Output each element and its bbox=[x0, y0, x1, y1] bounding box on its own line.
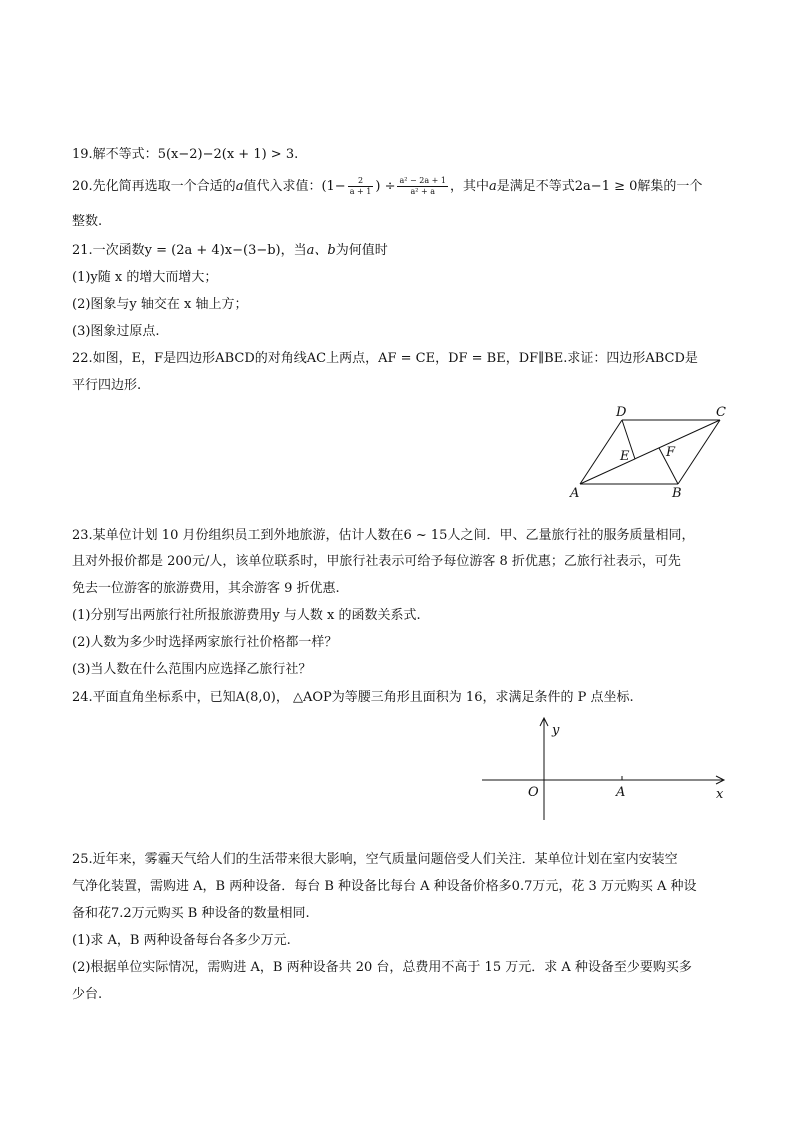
label-d: D bbox=[616, 405, 627, 420]
q21-sub-3: (3)图象过原点. bbox=[72, 324, 160, 339]
figure-22-parallelogram bbox=[560, 400, 740, 502]
question-21 bbox=[72, 241, 388, 261]
question-19 bbox=[72, 145, 298, 165]
q25-sub-1: (1)求 A，B 两种设备每台各多少万元. bbox=[72, 933, 291, 948]
label-a: A bbox=[570, 486, 580, 501]
q23-line-3: 免去一位游客的旅游费用，其余游客 9 折优惠. bbox=[72, 581, 340, 596]
q20-frac1-numerator: 2 bbox=[348, 176, 374, 187]
q20-expr-mid: ) ÷ bbox=[375, 179, 396, 194]
q25-line-3: 备和花7.2万元购买 B 种设备的数量相同. bbox=[72, 906, 310, 921]
q25-line-1: 25.近年来，雾霾天气给人们的生活带来很大影响，空气质量问题倍受人们关注．某单位计划在室内安装空 bbox=[72, 852, 678, 867]
q25-sub-2-cont: 少台. bbox=[72, 987, 103, 1002]
label-point-a: A bbox=[616, 785, 626, 800]
q21-sub-2: (2)图象与y 轴交在 x 轴上方； bbox=[72, 297, 248, 312]
q23-line-1: 23.某单位计划 10 月份组织员工到外地旅游，估计人数在6 ~ 15人之间．甲、乙量旅行社的服务质量相同， bbox=[72, 528, 695, 543]
label-origin: O bbox=[528, 785, 539, 800]
q20-line-2: 整数. bbox=[72, 214, 103, 229]
q20-expr-open: (1− bbox=[321, 179, 346, 194]
q25-sub-2: (2)根据单位实际情况，需购进 A，B 两种设备共 20 台，总费用不高于 15 万元．求 A 种设备至少要购买多 bbox=[72, 960, 692, 975]
q20-post-2: 是满足不等式2a−1 ≥ 0解集的一个 bbox=[496, 179, 703, 194]
label-x: x bbox=[716, 787, 724, 802]
label-b: B bbox=[672, 486, 682, 501]
label-c: C bbox=[716, 405, 726, 420]
q21-vars: a、b bbox=[306, 243, 336, 258]
q20-mid: 值代入求值： bbox=[243, 179, 322, 194]
q21-stem-end: 为何值时 bbox=[335, 243, 388, 258]
q21-stem: 21.一次函数y = (2a + 4)x−(3−b)，当 bbox=[72, 243, 307, 258]
q20-frac2-denominator: a² + a bbox=[410, 187, 436, 196]
q23-sub-3: (3)当人数在什么范围内应选择乙旅行社？ bbox=[72, 662, 312, 677]
question-20 bbox=[72, 176, 702, 197]
q24-line-1: 24.平面直角坐标系中，已知A(8,0)， △AOP为等腰三角形且面积为 16，求满足条件的 P 点坐标. bbox=[72, 690, 634, 705]
label-e: E bbox=[620, 449, 630, 464]
label-f: F bbox=[666, 445, 676, 460]
q23-line-2: 且对外报价都是 200元/人，该单位联系时，甲旅行社表示可给予每位游客 8 折优惠；乙旅行社表示，可先 bbox=[72, 554, 681, 569]
q22-line-1: 22.如图，E，F是四边形ABCD的对角线AC上两点，AF = CE，DF = BE，DF∥BE.求证：四边形ABCD是 bbox=[72, 351, 698, 366]
q19-label: 19.解不等式： bbox=[72, 147, 158, 162]
q21-sub-1: (1)y随 x 的增大而增大； bbox=[72, 270, 218, 285]
q19-expression: 5(x−2)−2(x + 1) > 3. bbox=[157, 147, 299, 162]
q20-var-a: a bbox=[235, 179, 244, 194]
q20-post-1: ，其中 bbox=[450, 179, 490, 194]
q23-sub-2: (2)人数为多少时选择两家旅行社价格都一样？ bbox=[72, 635, 338, 650]
q22-line-2: 平行四边形. bbox=[72, 378, 142, 393]
figure-24-coordinate-axes bbox=[478, 712, 734, 824]
q20-pre: 20.先化简再选取一个合适的 bbox=[72, 179, 236, 194]
q20-var-a2: a bbox=[489, 179, 497, 194]
q20-fraction-1 bbox=[348, 176, 374, 197]
q20-frac2-numerator: a² − 2a + 1 bbox=[399, 176, 446, 185]
q23-sub-1: (1)分别写出两旅行社所报旅游费用y 与人数 x 的函数关系式. bbox=[72, 608, 421, 623]
label-y: y bbox=[552, 723, 560, 738]
q20-fraction-2 bbox=[397, 176, 448, 197]
q25-line-2: 气净化装置，需购进 A，B 两种设备．每台 B 种设备比每台 A 种设备价格多0.7万元，花 3 万元购买 A 种设 bbox=[72, 879, 697, 894]
q20-frac1-denominator: a + 1 bbox=[349, 187, 372, 196]
